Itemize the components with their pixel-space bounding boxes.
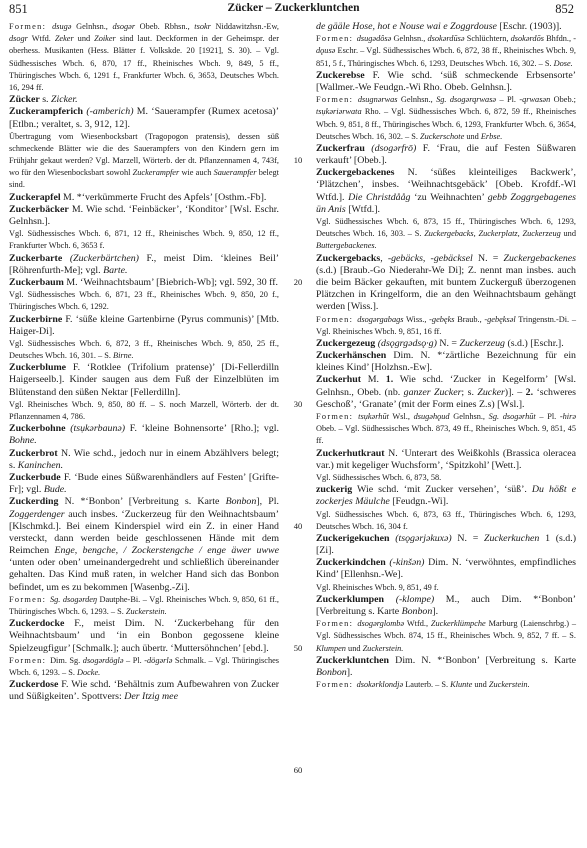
entry-text: F. ‘Bude eines Süßwarenhändlers auf Festen’ [Grifte-Fr]; vgl.	[9, 471, 279, 496]
reference-note	[9, 338, 279, 362]
reference-note	[316, 679, 576, 691]
italic-text: Die Christdååg	[348, 191, 411, 203]
entry-text: ].	[346, 666, 353, 678]
page-number-right: 852	[555, 2, 574, 16]
headword: Zuckerdocke	[9, 618, 65, 630]
dictionary-entry	[316, 374, 576, 411]
entry-text: Dim. Sg.	[50, 655, 83, 665]
entry-text: M. ‘Weihnachtsbaum’ [Biebrich-Wb]; vgl. 592, 30 ff.	[63, 276, 278, 288]
italic-text: Docke.	[76, 667, 101, 677]
dictionary-entry	[316, 448, 576, 472]
italic-text: (-klompe)	[395, 593, 435, 605]
italic-text: tsokr	[194, 22, 211, 31]
line-number: 60	[293, 765, 303, 775]
italic-text: Bonbon	[401, 606, 433, 617]
entry-text: s.	[39, 94, 51, 106]
dictionary-entry	[9, 192, 279, 204]
entry-text: – Pl.	[496, 95, 520, 105]
entry-text: N. =	[472, 252, 504, 264]
italic-text: dsogərqrwasə	[449, 95, 497, 105]
entry-text: Marburg (Laienschrbg.) – Vgl. Südhessisches Wbch. 874, 15 ff., Rheinisches Wbch. 9, 852, 7 ff. – S.	[316, 619, 576, 641]
entry-text: ‘schweres Geschoß’, ‘Granate’ (mit der Form eines Z.s) [Wsl.].	[316, 386, 577, 410]
italic-text: dsokərdōs	[510, 34, 544, 44]
dictionary-entry	[9, 314, 279, 338]
italic-text: dsogr	[9, 34, 28, 44]
entry-text: ‘zu Weihnachten’	[410, 191, 488, 203]
entry-text: [Eschr. (1903)].	[496, 21, 562, 32]
italic-text: (-kinšən)	[389, 557, 425, 569]
entry-text: M. ‘Sauerampfer (Rumex acetosa)’ [Etlbn.; veraltet, s. 3, 912, 12].	[9, 106, 279, 130]
italic-text: (dsǫgrgədsǫ·g)	[377, 337, 437, 349]
entry-text: M., auch Dim. *‘Bonbon’ [Verbreitung s. Karte	[316, 593, 576, 617]
entry-text: M.	[361, 374, 386, 386]
italic-text: Buttergebackenes.	[316, 241, 377, 251]
entry-text: sind laut. Deckformen in der Geheimspr. der oberhess. Musikanten (Hess. Blätter f. Volkskde. 20 [1921], S. 30). – Vgl. Südhessisches Wbch. 6, 870, 17 ff., Rheinisches Wbch. 9, 849, 5 ff., Thüringisches Wbch. 6, 1291 f., Frankfurter Wbch. 6, 3653, Deutsches Wbch. 16, 294 ff.	[9, 34, 279, 92]
right-text-column	[316, 21, 576, 691]
headword: Zuckerbude	[9, 471, 61, 483]
entry-text: – Pl.	[535, 412, 560, 421]
entry-text: F. ‘süße kleine Gartenbirne (Pyrus communis)’ [Mtb. Haiger-Di].	[9, 313, 279, 337]
reference-note	[316, 582, 576, 594]
sense-number: 2.	[525, 386, 534, 398]
italic-text: (dsogərfrō)	[371, 142, 417, 154]
italic-text: (tsụkərbaunə)	[70, 423, 126, 435]
entry-text: N. =	[436, 337, 460, 349]
headword: Zuckerfrau	[316, 142, 365, 154]
italic-text: tsụkərhūt	[358, 412, 389, 421]
italic-text: -hirə	[559, 412, 577, 421]
dictionary-entry	[316, 167, 576, 216]
italic-text: (tsǫgərjəkuxə)	[395, 532, 452, 544]
italic-text: Zuckerstein.	[488, 680, 530, 690]
entry-text: N. *‘Bonbon’ [Verbreitung s. Karte	[58, 496, 226, 508]
entry-text: Gelnhsn.,	[449, 412, 489, 421]
line-number: 40	[293, 521, 303, 531]
headword: Zuckerbrot	[9, 447, 58, 459]
reference-note	[9, 289, 279, 313]
italic-text: dsugədôsə	[356, 34, 392, 44]
italic-text: gebb Zoggrgebagenes ün Anis	[316, 191, 576, 215]
entry-text: und	[73, 34, 95, 44]
reference-note	[9, 131, 279, 192]
dictionary-entry	[9, 618, 279, 655]
dictionary-entry	[316, 338, 576, 350]
entry-text: )]. –	[504, 386, 526, 398]
entry-text: Wie schd. ‘mit Zucker versehen’, ‘süß’.	[352, 484, 532, 496]
entry-text	[62, 253, 70, 264]
italic-text: dsogərhūt	[502, 412, 536, 421]
line-number: 50	[293, 643, 303, 653]
entry-text: Obeb.;	[550, 95, 576, 105]
dictionary-entry	[9, 423, 279, 447]
italic-text: Zeker	[54, 34, 74, 44]
italic-text: Sauerampfer	[213, 168, 257, 178]
entry-text: M. *‘verkümmerte Frucht des Apfels’ [Osthm.-Fb].	[60, 191, 267, 203]
dictionary-entry	[316, 484, 576, 508]
headword: Zuckerbirne	[9, 313, 63, 325]
left-text-column	[9, 21, 279, 704]
line-number: 30	[293, 399, 303, 409]
entry-text: Vgl. Rheinisches Wbch. 9, 851, 49 f.	[316, 582, 439, 592]
reference-note	[9, 21, 279, 94]
entry-text: Lauterb. – S.	[403, 680, 451, 690]
italic-text: Zuckerampfer	[132, 168, 180, 178]
entry-text: Wie schd. ‘Zucker in Kegelform’ [Wsl. Gelnhsn., Obeb. (nb.	[316, 374, 576, 398]
entry-text: und	[560, 229, 576, 239]
headword: Zuckerhut	[316, 374, 361, 386]
entry-text: F., meist Dim. ‘kleines Beil’ [Röhrenfurth-Me]; vgl.	[9, 252, 280, 276]
headword: Zuckerkluntchen	[316, 654, 389, 666]
entry-text: N. =	[451, 532, 484, 544]
entry-text: Gelnhsn.,	[71, 22, 113, 31]
entry-text: Übertragung vom Wiesenbocksbart (Tragopogon pratensis), dessen süß schmeckende Blätter wie die des Sauerampfers von den Kindern gern im Frühjahr gekaut werden? Vgl. Marzell, Wörterb. der dt. Pflanzennamen 4, 743f, wo für den Wiesenbocksbart sowohl	[9, 131, 279, 178]
reference-note	[9, 594, 279, 618]
dictionary-entry	[316, 21, 576, 33]
entry-text: auch insbes. ‘Zuckerzeug für den Weihnachtsbaum’ [Klschmkd.]. Bei einem Kinderspiel wird ein Z. in einer Hand versteckt, dann werden beide geschlossenen Hände mit dem Reimchen	[9, 508, 279, 557]
italic-text: dsogərdeŋ	[62, 594, 97, 604]
entry-text: (s.d.) [Braub.-Go Niederahr-We Di]; Z. nennt man insbes. auch die beim Bäcker gekauften, mit buntem Zuckerguß überzogenen Plätzchen in Kringelform, die an den Weihnachtsbaum gehängt werden [Wiss.].	[316, 264, 576, 313]
forms-label: Formen:	[9, 594, 50, 604]
dictionary-entry	[9, 277, 279, 289]
italic-text: Zuckerstein.	[125, 607, 167, 616]
italic-text: dsugə	[52, 22, 72, 31]
italic-text: Sg.	[436, 95, 450, 105]
dictionary-entry	[316, 143, 576, 167]
italic-text: de gääle Hose, hot e Nouse wai e Zoggrdouse	[316, 21, 497, 32]
entry-text: 1 (s.d.) [Zi].	[316, 532, 577, 557]
dictionary-entry	[316, 594, 576, 618]
entry-text: Gelnhsn.,	[397, 95, 437, 105]
italic-text: -dǫusə	[316, 34, 576, 56]
headword: Zuckerbarte	[9, 252, 63, 264]
entry-text: wie auch	[179, 168, 214, 178]
entry-text: Wiss.,	[403, 314, 430, 324]
entry-text	[384, 594, 396, 605]
entry-text: Braub.,	[454, 314, 485, 324]
italic-text: Zuckerklümpche	[430, 619, 486, 629]
page-number-left: 851	[9, 2, 28, 16]
italic-text: dsugnərwas	[357, 95, 398, 105]
italic-text: Barte.	[103, 264, 128, 276]
italic-text: ganzer Zucker	[403, 386, 462, 398]
italic-text: Zuckergebackenes	[503, 252, 577, 264]
entry-text: Niddawitzhsn.-Ew,	[210, 22, 280, 31]
entry-text: Vgl. Südhessisches Wbch. 6, 873, 63 ff., Thüringisches Wbch. 6, 1293, Deutsches Wbch. 16, 304 f.	[316, 509, 576, 531]
entry-text: Vgl. Südhessisches Wbch. 6, 871, 12 ff., Rheinisches Wbch. 9, 850, 12 ff., Frankfurter Wbch. 6, 3653 f.	[9, 229, 279, 251]
italic-text: Dose.	[553, 58, 573, 68]
headword: Zuckerding	[9, 496, 59, 508]
italic-text: Zoiker	[94, 34, 116, 44]
reference-note	[316, 314, 576, 338]
dictionary-entry	[9, 679, 279, 703]
headword: Zuckerhänschen	[316, 350, 387, 362]
italic-text: Klunte	[450, 680, 473, 690]
entry-text: belegt sind.	[9, 168, 279, 190]
entry-text: [Wtfd.].	[345, 203, 381, 215]
entry-text: Schmalk. – Vgl. Thüringisches Wbch. 6, 1293. – S.	[9, 655, 279, 677]
dictionary-entry	[316, 655, 576, 679]
entry-text: Dim. N. *‘Bonbon’ [Verbreitung s. Karte	[388, 654, 576, 666]
entry-text: Dautphe-Bi. – Vgl. Rheinisches Wbch. 9, 850, 61 ff., Thüringisches Wbch. 6, 1293. – S.	[9, 594, 279, 616]
forms-label: Formen:	[9, 22, 53, 31]
italic-text: dsogərglombə	[357, 619, 405, 629]
italic-text: Kaninchen.	[17, 459, 64, 471]
italic-text: dsokərklondjə	[356, 680, 404, 690]
forms-label: Formen:	[316, 680, 357, 690]
italic-text: -dögərlə	[144, 655, 173, 665]
entry-text: Obeb. Rbhsn.,	[135, 22, 195, 31]
dictionary-entry	[9, 204, 279, 228]
italic-text: Zuckerzeug	[459, 337, 505, 349]
entry-text: ], Pl.	[256, 496, 279, 508]
italic-text: Zuckerstein.	[362, 643, 404, 653]
entry-text: ].	[432, 606, 439, 617]
entry-text: und	[472, 680, 489, 690]
dictionary-entry	[9, 94, 279, 106]
dictionary-entry	[9, 448, 279, 472]
reference-note	[316, 33, 576, 70]
entry-text: Wtfd.	[27, 34, 55, 44]
entry-text: und	[464, 131, 481, 141]
entry-text: Eschr. – Vgl. Südhessisches Wbch. 6, 872, 38 ff., Rheinisches Wbch. 9, 851, 5 f., Thüringisches Wbch. 6, 1293, Deutsches Wbch. 16, 302. – S.	[316, 46, 576, 68]
entry-text: – Pl.	[123, 655, 145, 665]
line-number-gutter	[287, 0, 309, 848]
italic-text: Sg.	[488, 412, 503, 421]
forms-label: Formen:	[316, 412, 359, 421]
reference-note	[316, 509, 576, 533]
reference-note	[9, 655, 279, 679]
entry-text: Gelnhsn.,	[391, 34, 428, 44]
italic-text: Der Itzig mee	[124, 691, 178, 703]
entry-text: ; s.	[461, 386, 478, 398]
entry-text: Vgl. Südhessisches Wbch. 6, 873, 15 ff., Thüringisches Wbch. 6, 1293, Deutsches Wbch. 16, 303. – S.	[316, 217, 576, 239]
italic-text: Zoggerdenger	[9, 508, 65, 520]
italic-text: (Zuckerbärtchen)	[69, 252, 139, 264]
entry-text: Dim. N. ‘verwöhntes, empfindliches Kind’ [Ellenhsn.-We].	[316, 557, 576, 581]
dictionary-entry	[9, 472, 279, 496]
italic-text: Bonbon	[225, 496, 257, 508]
entry-text: Vgl. Südhessisches Wbch. 6, 872, 3 ff., Rheinisches Wbch. 9, 850, 25 ff., Deutsches Wbch. 16, 301. – S.	[9, 338, 279, 361]
headword: Zuckerklumpen	[316, 593, 385, 605]
entry-text: Wsl.,	[388, 412, 414, 421]
italic-text: Enge, bengche, / Zockerstengche / enge äwer uwwe	[54, 545, 280, 557]
entry-text: F., meist Dim. N. ‘Zuckerbehang für den Weihnachtsbaum’ und ‘in ein Bonbon gegossene kleine Spielzeugfigur’ [Schmalk.]; auch übertr. ‘Muttersöhnchen’ [ebd.].	[9, 618, 279, 654]
dictionary-entry	[9, 253, 279, 277]
italic-text: Erbse.	[480, 131, 503, 141]
reference-note	[316, 94, 576, 143]
dictionary-entry	[316, 253, 576, 314]
italic-text: (-amberich)	[86, 106, 134, 118]
headword: Zuckerampferich	[9, 106, 84, 118]
headword: zuckerig	[316, 484, 353, 496]
forms-label: Formen:	[316, 314, 358, 324]
italic-text: dsogər	[112, 22, 136, 31]
entry-text: Tringenstn.-Di. – Vgl. Rheinisches Wbch. 9, 851, 16 ff.	[316, 314, 576, 336]
headword: Zücker	[9, 94, 40, 106]
headword: Zuckerbohne	[9, 423, 66, 435]
entry-text: F. ‘kleine Bohnensorte’ [Rho.]; vgl.	[125, 423, 279, 435]
entry-text: Wtfd.,	[404, 619, 431, 629]
entry-text: N. Wie schd., jedoch nur in einem Abzählvers belegt; s.	[9, 447, 279, 471]
dictionary-entry	[316, 350, 576, 374]
headword: Zuckerbäcker	[9, 203, 69, 215]
entry-text: Bhfdn.,	[543, 34, 574, 44]
italic-text: dsugəhǫud	[413, 412, 450, 421]
dictionary-entry	[316, 70, 576, 94]
italic-text: Bude.	[43, 484, 67, 496]
entry-text: Vgl. Südhessisches Wbch. 6, 873, 58.	[316, 472, 442, 482]
dictionary-entry	[9, 496, 279, 594]
headword: Zuckerhutkraut	[316, 447, 385, 459]
italic-text: Bohne.	[9, 435, 37, 447]
entry-text: [Feudgn.-Wi].	[389, 496, 449, 508]
italic-text: -gebęks	[429, 314, 455, 324]
reference-note	[316, 411, 576, 448]
reference-note	[316, 618, 576, 655]
dictionary-entry	[9, 106, 279, 130]
italic-text: tsụkəriərwata	[316, 107, 362, 117]
italic-text: Du hößt e zockerjes Mäulche	[316, 484, 576, 508]
reference-note	[316, 216, 576, 253]
headword: Zuckerebse	[316, 69, 365, 81]
dictionary-entry	[316, 533, 576, 557]
entry-text: und	[345, 643, 363, 653]
forms-label: Formen:	[316, 34, 357, 44]
entry-text: Schlüchtern,	[464, 34, 511, 44]
entry-text: Dim. N. *‘zärtliche Bezeichnung für ein kleines Kind’ [Holzhsn.-Ew].	[316, 350, 576, 374]
entry-text: (s.d.) [Eschr.].	[504, 337, 564, 349]
entry-text: N. ‘süßes kleinteiliges Backwerk’, ‘Plätzchen’, insbes. ‘Weihnachtsgebäck’ [Obeb. Krofdf.-Wl Wtfd.].	[316, 167, 576, 203]
forms-label: Formen:	[9, 655, 51, 665]
headword: Zuckerkindchen	[316, 557, 386, 569]
dictionary-entry	[9, 362, 279, 399]
entry-text: Vgl. Rheinisches Wbch. 9, 850, 80 ff. – S. noch Marzell, Wörterb. der dt. Pflanzennamen 4, 786.	[9, 399, 279, 421]
forms-label: Formen:	[316, 95, 358, 105]
sense-number: 1.	[385, 374, 394, 386]
line-number: 20	[293, 277, 303, 287]
headword: Zuckerapfel	[9, 191, 61, 203]
italic-text: -gebęksəl	[484, 314, 516, 324]
headword: Zuckerigekuchen	[316, 532, 390, 544]
italic-text: Birne.	[113, 351, 134, 361]
italic-text: Zuckerkuchen	[483, 532, 540, 544]
italic-text: -qrwasən	[519, 95, 551, 105]
entry-text: ‘unten oder oben’ umeinandergedreht und schließlich übereinander gehalten. Das Kind muß raten, in welcher Hand sich das Bonbon befindet, um es zu bekommen [Wasenbg.-Zi].	[9, 557, 279, 593]
headword: Zuckerbaum	[9, 276, 64, 288]
entry-text: F. ‘Frau, die auf Festen Süßwaren verkauft’ [Obeb.].	[316, 142, 576, 167]
reference-note	[9, 228, 279, 252]
italic-text: dsogərgabags	[357, 314, 404, 324]
headword: Zuckerblume	[9, 362, 67, 374]
entry-text: N. ‘Unterart des Weißkohls (Brassica oleracea var.) mit kegeliger Wuchsform’, ‘Spitzkohl’ [Wett.].	[316, 447, 576, 471]
entry-text: F. Wie schd. ‘Behältnis zum Aufbewahren von Zucker und Süßigkeiten’. Spottvers:	[9, 679, 279, 703]
italic-text: Zucker	[477, 386, 505, 398]
italic-text: Zuckerschote	[420, 131, 465, 141]
italic-text: Klumpen	[316, 643, 346, 653]
italic-text: dsogərdöglə	[82, 655, 124, 665]
reference-note	[9, 399, 279, 423]
running-title: Zücker – Zuckerkluntchen	[227, 2, 360, 14]
italic-text: -gebäcks, -gebäcksel	[387, 252, 473, 264]
entry-text: Obeb. – Vgl. Südhessisches Wbch. 873, 49 ff., Rheinisches Wbch. 9, 851, 45 ff.	[316, 424, 576, 446]
dictionary-entry	[316, 557, 576, 581]
italic-text: Zicker.	[50, 94, 78, 106]
italic-text: dsokərdūsə	[427, 34, 465, 44]
headword: Zuckerdose	[9, 679, 59, 691]
line-number: 10	[293, 155, 303, 165]
entry-text: F. Wie schd. ‘süß schmeckende Erbsensorte’ [Wallmer.-We Feudgn.-Wi Rho. Obeb. Gelnhsn.].	[316, 69, 576, 93]
reference-note	[316, 472, 576, 484]
italic-text: Bonbon	[316, 666, 347, 678]
headword: Zuckergebacks	[316, 252, 381, 264]
entry-text: F. ‘Rotklee (Trifolium pratense)’ [Di-Fellerdilln Haigerseelb.]. Kinder saugen aus dem Fuß der Einzelblüten im Blütenstand den süßen Nektar [Fellerdilln].	[9, 362, 279, 398]
italic-text: Sg.	[50, 594, 63, 604]
entry-text: ,	[380, 252, 388, 264]
forms-label: Formen:	[316, 619, 358, 629]
entry-text: Rho. – Vgl. Südhessisches Wbch. 6, 872, 59 ff., Rheinisches Wbch. 9, 851, 8 ff., Thüringisches Wbch. 6, 1293, Frankfurter Wbch. 6, 3654, Deutsches Wbch. 16, 302. – S.	[316, 107, 576, 141]
entry-text: Vgl. Südhessisches Wbch. 6, 871, 23 ff., Rheinisches Wbch. 9, 850, 20 f., Thüringisches Wbch. 6, 1292.	[9, 290, 279, 312]
italic-text: Zuckergebacks, Zuckerplatz, Zuckerzeug	[424, 229, 561, 239]
headword: Zuckergezeug	[316, 337, 376, 349]
headword: Zuckergebackenes	[316, 167, 395, 179]
entry-text: M. Wie schd. ‘Feinbäcker’, ‘Konditor’ [Wsl. Eschr. Gelnhsn.].	[9, 203, 279, 227]
